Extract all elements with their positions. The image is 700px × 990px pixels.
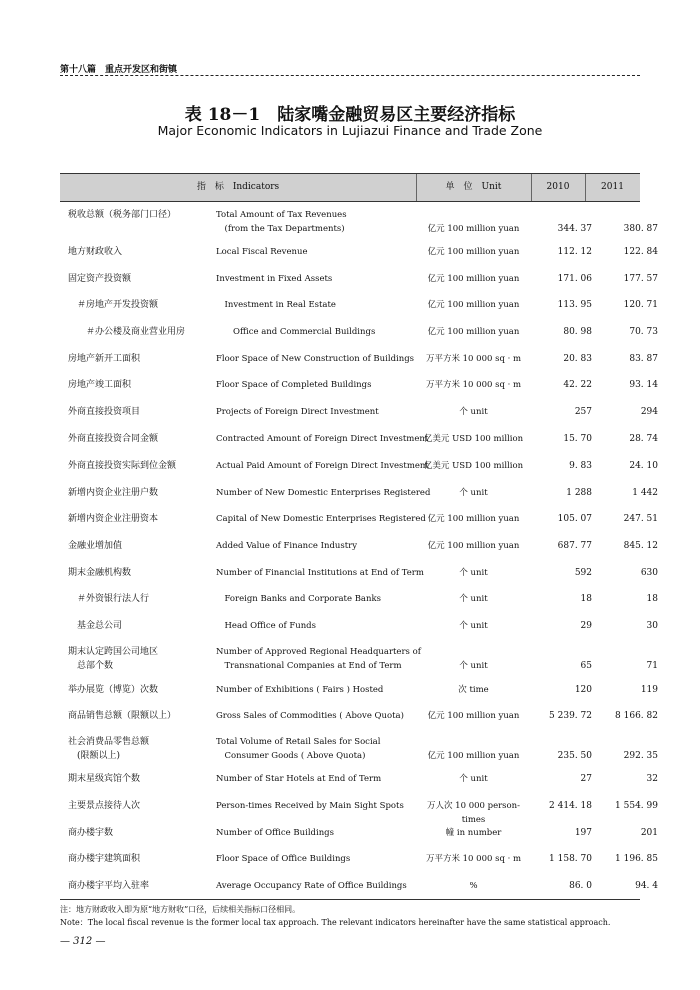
- value-2011: 1 442: [632, 488, 658, 498]
- indicator-cn: [68, 566, 213, 580]
- unit-cell: 万平方米 10 000 sq · m: [425, 854, 522, 864]
- value-2011: 1 196. 85: [615, 854, 658, 864]
- value-2010: 65: [580, 661, 592, 671]
- indicator-en-line: Number of Approved Regional Headquarters of: [216, 647, 421, 657]
- indicator-en-line: Local Fiscal Revenue: [216, 247, 308, 257]
- indicator-en-line: Floor Space of Office Buildings: [216, 854, 351, 864]
- header-unit: 单 位 Unit: [445, 182, 502, 192]
- indicator-en-line: Projects of Foreign Direct Investment: [216, 407, 379, 417]
- indicator-en: [216, 272, 426, 286]
- value-2010: 113. 95: [557, 300, 592, 310]
- indicator-cn-line: 商办楼宇建筑面积: [68, 854, 141, 864]
- indicator-en-line: Average Occupancy Rate of Office Buildings: [216, 881, 407, 891]
- indicator-en-line: (from the Tax Departments): [216, 224, 345, 234]
- unit-cell: 亿元 100 million yuan: [427, 274, 520, 284]
- unit-cell: 个 unit: [459, 774, 488, 784]
- indicator-en: [216, 852, 426, 866]
- indicator-cn: [68, 735, 213, 763]
- indicator-en: [216, 592, 426, 606]
- indicator-en-line: Head Office of Funds: [216, 621, 316, 631]
- indicator-cn: [68, 378, 213, 392]
- indicator-cn-line: 税收总额（税务部门口径）: [68, 210, 177, 220]
- indicator-en: [216, 826, 426, 840]
- indicator-en: [216, 378, 426, 392]
- unit-cell: 幢 in number: [445, 828, 502, 838]
- indicator-cn: [68, 772, 213, 786]
- table-bottom-rule: [60, 899, 640, 900]
- indicator-cn-line: ＃办公楼及商业营业用房: [68, 327, 186, 337]
- indicator-en: [216, 325, 426, 339]
- value-2011: 93. 14: [629, 380, 658, 390]
- indicator-en-line: Investment in Real Estate: [216, 300, 336, 310]
- value-2010: 592: [574, 568, 592, 578]
- indicator-en: [216, 539, 426, 553]
- indicator-cn-line: 商办楼宇平均入驻率: [68, 881, 150, 891]
- indicator-en: [216, 512, 426, 526]
- indicator-en: [216, 459, 429, 473]
- indicator-cn: [68, 352, 213, 366]
- indicator-cn: [68, 459, 213, 473]
- indicator-en-line: Actual Paid Amount of Foreign Direct Investment: [216, 461, 429, 471]
- indicator-en-line: Number of Office Buildings: [216, 828, 334, 838]
- indicator-en: [216, 619, 426, 633]
- indicator-cn-line: 商办楼宇数: [68, 828, 114, 838]
- value-2010: 687. 77: [557, 541, 592, 551]
- value-2011: 71: [646, 661, 658, 671]
- indicator-en-line: Office and Commercial Buildings: [216, 327, 376, 337]
- indicator-en: [216, 709, 426, 723]
- header-2010: 2010: [546, 182, 570, 192]
- indicator-en: [216, 405, 426, 419]
- value-2011: 32: [646, 774, 658, 784]
- indicator-cn-line: 外商直接投资合同金额: [68, 434, 159, 444]
- indicator-cn: [68, 619, 213, 633]
- unit-cell: 亿元 100 million yuan: [427, 751, 520, 761]
- value-2011: 1 554. 99: [615, 801, 658, 811]
- value-2011: 83. 87: [629, 354, 658, 364]
- unit-cell: 亿元 100 million yuan: [427, 224, 520, 234]
- indicator-cn-line: 金融业增加值: [68, 541, 123, 551]
- value-2011: 247. 51: [623, 514, 658, 524]
- indicator-cn-line: 社会消费品零售总额: [68, 737, 150, 747]
- indicator-cn: [68, 245, 213, 259]
- indicator-cn: [68, 683, 213, 697]
- value-2011: 119: [640, 685, 658, 695]
- indicator-cn: [68, 432, 213, 446]
- unit-cell: 万平方米 10 000 sq · m: [425, 354, 522, 364]
- unit-cell: 亿元 100 million yuan: [427, 327, 520, 337]
- unit-cell: 个 unit: [459, 621, 488, 631]
- indicator-en-line: Floor Space of Completed Buildings: [216, 380, 372, 390]
- unit-cell: 次 time: [458, 685, 489, 695]
- value-2011: 8 166. 82: [615, 711, 658, 721]
- indicator-en: [216, 799, 426, 813]
- indicator-cn-line: (限额以上): [68, 751, 121, 761]
- indicator-en: [216, 208, 426, 236]
- indicator-cn-line: 期末星级宾馆个数: [68, 774, 141, 784]
- indicator-cn: [68, 208, 213, 222]
- value-2011: 177. 57: [623, 274, 658, 284]
- indicator-en-line: Gross Sales of Commodities ( Above Quota): [216, 711, 404, 721]
- value-2010: 105. 07: [557, 514, 592, 524]
- indicator-cn-line: 房地产新开工面积: [68, 354, 141, 364]
- indicator-cn: [68, 486, 213, 500]
- section-header: 第十八篇 重点开发区和街镇: [60, 65, 178, 75]
- indicator-en: [216, 772, 426, 786]
- indicator-cn-line: 地方财政收入: [68, 247, 123, 257]
- value-2010: 27: [580, 774, 592, 784]
- unit-cell: 亿元 100 million yuan: [427, 514, 520, 524]
- indicator-cn-line: 外商直接投资实际到位金额: [68, 461, 177, 471]
- indicator-cn: [68, 512, 213, 526]
- indicator-en: [216, 352, 426, 366]
- indicator-en-line: Number of New Domestic Enterprises Registered: [216, 488, 431, 498]
- unit-cell: 个 unit: [459, 407, 488, 417]
- indicator-en: [216, 683, 426, 697]
- indicator-en-line: Consumer Goods ( Above Quota): [216, 751, 366, 761]
- value-2011: 24. 10: [629, 461, 658, 471]
- indicator-en-line: Person-times Received by Main Sight Spots: [216, 801, 404, 811]
- value-2011: 70. 73: [629, 327, 658, 337]
- unit-cell: 个 unit: [459, 594, 488, 604]
- indicator-cn-line: 基金总公司: [68, 621, 123, 631]
- indicator-en: [216, 879, 426, 893]
- unit-cell: 亿元 100 million yuan: [427, 300, 520, 310]
- value-2011: 120. 71: [623, 300, 658, 310]
- header-2011: 2011: [601, 182, 624, 192]
- value-2010: 15. 70: [563, 434, 592, 444]
- note-cn: 注：地方财政收入即为原“地方财收”口径，后续相关指标口径相同。: [60, 905, 301, 914]
- value-2010: 9. 83: [569, 461, 592, 471]
- value-2011: 28. 74: [629, 434, 658, 444]
- indicator-cn: [68, 826, 213, 840]
- value-2010: 344. 37: [557, 224, 592, 234]
- header-indicators: 指 标 Indicators: [196, 182, 280, 192]
- unit-cell: %: [469, 881, 478, 891]
- indicator-cn: [68, 325, 213, 339]
- indicator-cn: [68, 298, 213, 312]
- value-2010: 29: [580, 621, 592, 631]
- value-2010: 20. 83: [563, 354, 592, 364]
- indicator-cn: [68, 709, 213, 723]
- indicator-cn: [68, 799, 213, 813]
- value-2011: 292. 35: [623, 751, 658, 761]
- indicator-cn-line: 新增内资企业注册户数: [68, 488, 159, 498]
- indicator-en-line: Floor Space of New Construction of Buildings: [216, 354, 415, 364]
- unit-cell: 个 unit: [459, 568, 488, 578]
- indicator-cn-line: 房地产竣工面积: [68, 380, 132, 390]
- indicator-cn-line: 期末金融机构数: [68, 568, 132, 578]
- note-en: Note：The local fiscal revenue is the former local tax approach. The relevant indicators hereinafter have the same statistical approach.: [60, 918, 611, 927]
- indicator-cn: [68, 879, 213, 893]
- indicator-cn-line: 商品销售总额（限额以上）: [68, 711, 177, 721]
- indicator-en-line: Added Value of Finance Industry: [216, 541, 358, 551]
- value-2011: 18: [646, 594, 658, 604]
- unit-cell: 万人次 10 000 person-times: [426, 801, 520, 825]
- indicator-cn: [68, 592, 213, 606]
- value-2010: 197: [574, 828, 592, 838]
- value-2011: 380. 87: [623, 224, 658, 234]
- indicator-en: [216, 645, 426, 673]
- table-title-cn: 表 18－1 陆家嘴金融贸易区主要经济指标: [184, 105, 516, 125]
- unit-cell: 亿美元 USD 100 million: [423, 434, 524, 444]
- indicator-cn-line: 举办展览（博览）次数: [68, 685, 159, 695]
- value-2010: 171. 06: [557, 274, 592, 284]
- indicator-en-line: Total Amount of Tax Revenues: [216, 210, 347, 220]
- indicator-en-line: Transnational Companies at End of Term: [216, 661, 402, 671]
- value-2010: 80. 98: [563, 327, 592, 337]
- indicator-en-line: Foreign Banks and Corporate Banks: [216, 594, 381, 604]
- table-title-en: Major Economic Indicators in Lujiazui Finance and Trade Zone: [157, 123, 543, 138]
- value-2011: 845. 12: [623, 541, 658, 551]
- header-divider: [60, 75, 640, 76]
- unit-cell: 亿元 100 million yuan: [427, 541, 520, 551]
- value-2010: 42. 22: [563, 380, 592, 390]
- indicator-en-line: Number of Financial Institutions at End of Term: [216, 568, 424, 578]
- indicator-en-line: Number of Star Hotels at End of Term: [216, 774, 382, 784]
- value-2011: 294: [640, 407, 658, 417]
- value-2010: 86. 0: [569, 881, 592, 891]
- value-2010: 112. 12: [557, 247, 592, 257]
- indicator-cn: [68, 539, 213, 553]
- unit-cell: 亿美元 USD 100 million: [423, 461, 524, 471]
- indicator-en: [216, 735, 426, 763]
- unit-cell: 亿元 100 million yuan: [427, 247, 520, 257]
- indicator-en-line: Capital of New Domestic Enterprises Registered: [216, 514, 426, 524]
- value-2011: 201: [640, 828, 658, 838]
- value-2010: 120: [574, 685, 592, 695]
- unit-cell: 个 unit: [459, 661, 488, 671]
- value-2010: 257: [574, 407, 592, 417]
- value-2010: 1 158. 70: [549, 854, 592, 864]
- value-2011: 94. 4: [635, 881, 658, 891]
- indicator-cn-line: ＃房地产开发投资额: [68, 300, 159, 310]
- indicator-cn-line: 固定资产投资额: [68, 274, 132, 284]
- value-2010: 235. 50: [557, 751, 592, 761]
- indicator-cn: [68, 272, 213, 286]
- indicator-cn-line: 主要景点接待人次: [68, 801, 141, 811]
- indicator-cn: [68, 405, 213, 419]
- indicator-en-line: Total Volume of Retail Sales for Social: [216, 737, 381, 747]
- value-2011: 630: [640, 568, 658, 578]
- indicator-cn-line: 总部个数: [68, 661, 114, 671]
- indicator-en-line: Investment in Fixed Assets: [216, 274, 333, 284]
- indicator-cn-line: 新增内资企业注册资本: [68, 514, 159, 524]
- table-header: [60, 173, 640, 202]
- indicator-en-line: Number of Exhibitions ( Fairs ) Hosted: [216, 685, 384, 695]
- value-2011: 30: [646, 621, 658, 631]
- unit-cell: 个 unit: [459, 488, 488, 498]
- page-number: — 312 —: [60, 936, 106, 947]
- value-2011: 122. 84: [623, 247, 658, 257]
- indicator-en: [216, 566, 426, 580]
- indicator-cn-line: ＃外资银行法人行: [68, 594, 150, 604]
- indicator-cn-line: 期末认定跨国公司地区: [68, 647, 159, 657]
- value-2010: 18: [580, 594, 592, 604]
- value-2010: 2 414. 18: [549, 801, 592, 811]
- indicator-en: [216, 298, 426, 312]
- indicator-en: [216, 486, 431, 500]
- indicator-en: [216, 432, 429, 446]
- unit-cell: 亿元 100 million yuan: [427, 711, 520, 721]
- unit-cell: 万平方米 10 000 sq · m: [425, 380, 522, 390]
- indicator-en-line: Contracted Amount of Foreign Direct Investment: [216, 434, 429, 444]
- indicator-en: [216, 245, 426, 259]
- indicator-cn: [68, 645, 213, 673]
- value-2010: 1 288: [566, 488, 592, 498]
- indicator-cn: [68, 852, 213, 866]
- value-2010: 5 239. 72: [549, 711, 592, 721]
- indicator-cn-line: 外商直接投资项目: [68, 407, 141, 417]
